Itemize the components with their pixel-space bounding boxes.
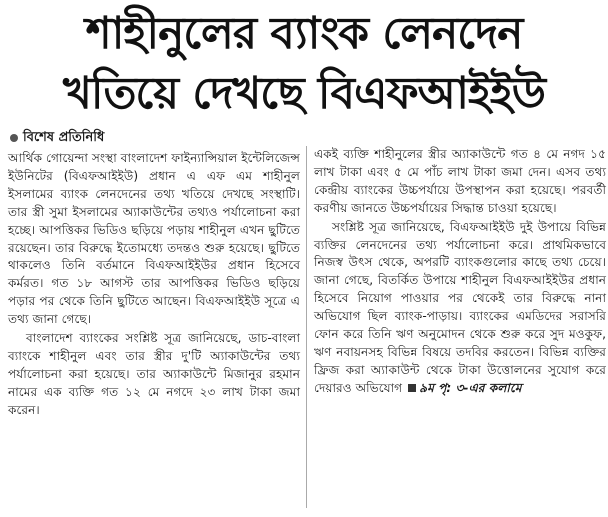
article-paragraph-text: সংশ্লিষ্ট সূত্র জানিয়েছে, বিএফআইইউ দুই উপায়ে বিভিন্ন ব্যক্তির লেনদেনের তথ্য পর্যালোচনা করে। প্রাথমিকভাবে নিজস্ব উৎস থেকে, অপরটি ব্যাংকগুলোর কাছে তথ্য চেয়ে। জানা গেছে, বিতর্কিত উপায়ে শাহীনুল বিএফআইইউর প্রধান হিসেবে নিয়োগ পাওয়ার পর থেকেই তার বিরুদ্ধে নানা অভিযোগ ছিল ব্যাংক-পাড়ায়। ব্যাংকের এমডিদের সরাসরি ফোন করে তিনি ঋণ অনুমোদন থেকে শুরু করে সুদ মওকুফ, ঋণ নবায়নসহ বিভিন্ন বিষয়ে তদবির করতেন। বিভিন্ন ব্যক্তির ফ্রিজ করা অ্যাকাউন্ট থেকে টাকা উত্তোলনের সুযোগ করে দেয়ারও অভিযোগ: [314, 219, 606, 395]
article-paragraph: বাংলাদেশ ব্যাংকের সংশ্লিষ্ট সূত্র জানিয়েছে, ডাচ-বাংলা ব্যাংকে শাহীনুল এবং তার স্ত্রীর দু'টি অ্যাকাউন্টের তথ্য পর্যালোচনা করা হয়েছে। তার অ্যাকাউন্টে মিজানুর রহমান নামের এক ব্যক্তি গত ১২ মে নগদে ২৩ লাখ টাকা জমা করেন।: [8, 331, 300, 417]
article-paragraph: আর্থিক গোয়েন্দা সংস্থা বাংলাদেশ ফাইন্যান্সিয়াল ইন্টেলিজেন্স ইউনিটের (বিএফআইইউ) প্রধান এ এফ এম শাহীনুল ইসলামের ব্যাংক লেনদেনের তথ্য খতিয়ে দেখছে সংস্থাটি। তার স্ত্রী সুমা ইসলামের অ্যাকাউন্টের তথ্যও পর্যালোচনা করা হচ্ছে। আপত্তিকর ভিডিও ছড়িয়ে পড়ায় শাহীনুল এখন ছুটিতে রয়েছেন। তার বিরুদ্ধে ইতোমধ্যে তদন্তও শুরু হয়েছে। ছুটিতে থাকলেও তিনি বর্তমানে বিএফআইইউর প্রধান হিসেবে কর্মরত। গত ১৮ আগস্ট তার আপত্তিকর ভিডিও ছড়িয়ে পড়ার পর থেকে তিনি ছুটিতে আছেন। বিএফআইইউ সূত্রে এ তথ্য জানা গেছে।: [8, 151, 300, 327]
article-paragraph: [314, 219, 606, 398]
continuation-note: ৯ম পৃ: ৩-এর কলামে: [419, 380, 522, 395]
continuation-marker-icon: [408, 384, 416, 392]
byline: [10, 130, 104, 146]
column-divider: [306, 146, 307, 508]
headline-line-2: খতিয়ে দেখছে বিএফআইইউ: [62, 68, 545, 119]
headline-line-1: শাহীনুলের ব্যাংক লেনদেন: [85, 8, 523, 59]
article-paragraph: একই ব্যক্তি শাহীনুলের স্ত্রীর অ্যাকাউন্টে গত ৪ মে নগদ ১৫ লাখ টাকা এবং ৫ মে পাঁচ লাখ টাকা জমা দেন। এসব তথ্য কেন্দ্রীয় ব্যাংকের উচ্চপর্যায়ে উপস্থাপন করা হয়েছে। পরবর্তী করণীয় জানতে উচ্চপর্যায়ের সিদ্ধান্ত চাওয়া হয়েছে।: [314, 147, 606, 215]
byline-text: বিশেষ প্রতিনিধি: [23, 130, 105, 145]
article-left-column: [8, 150, 300, 421]
article-right-column: [314, 146, 606, 399]
bullet-icon: [10, 134, 18, 142]
